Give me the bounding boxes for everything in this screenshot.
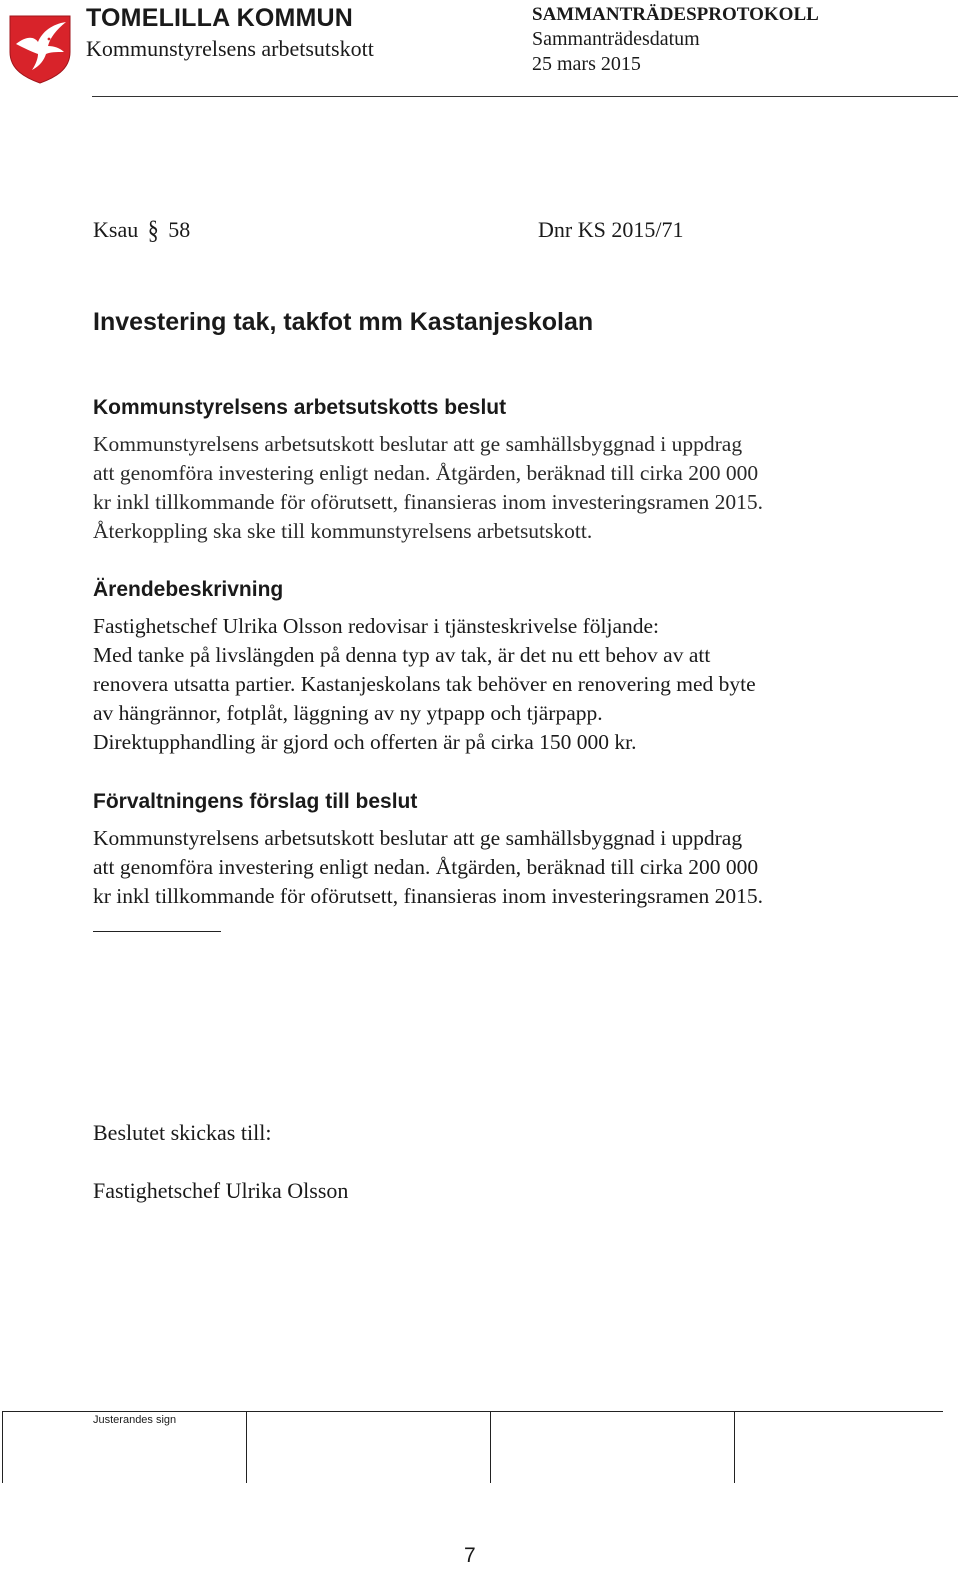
proposal-line: att genomföra investering enligt nedan. Åtgärden, beräknad till cirka 200 000: [93, 855, 759, 879]
signature-box-divider: [490, 1411, 491, 1483]
description-heading: Ärendebeskrivning: [93, 578, 284, 601]
committee-name: Kommunstyrelsens arbetsutskott: [86, 36, 374, 61]
municipality-logo: [8, 14, 72, 84]
decision-text: [93, 430, 883, 546]
diary-number: Dnr KS 2015/71: [538, 217, 684, 242]
organization-name: TOMELILLA KOMMUN: [86, 4, 354, 32]
signature-box-divider: [246, 1411, 247, 1483]
meeting-date: 25 mars 2015: [532, 53, 641, 75]
section-reference: [93, 214, 191, 245]
proposal-line: kr inkl tillkommande för oförutsett, finansieras inom investeringsramen 2015.: [93, 884, 763, 908]
signature-box-divider: [2, 1411, 3, 1483]
signature-box-divider: [734, 1411, 735, 1483]
proposal-line: Kommunstyrelsens arbetsutskott beslutar att ge samhällsbyggnad i uppdrag: [93, 826, 743, 850]
section-end-rule: [93, 931, 221, 932]
signature-boxes: [2, 1411, 943, 1483]
decision-line: att genomföra investering enligt nedan. Åtgärden, beräknad till cirka 200 000: [93, 461, 759, 485]
description-line: Fastighetschef Ulrika Olsson redovisar i tjänsteskrivelse följande:: [93, 614, 660, 638]
proposal-text: [93, 824, 883, 911]
document-type: SAMMANTRÄDESPROTOKOLL: [532, 4, 819, 25]
description-line: Direktupphandling är gjord och offerten är på cirka 150 000 kr.: [93, 730, 637, 754]
description-text: [93, 612, 883, 757]
description-line: av hängrännor, fotplåt, läggning av ny ytpapp och tjärpapp.: [93, 701, 603, 725]
coat-of-arms-icon: [8, 14, 72, 84]
signature-top-rule: [2, 1411, 943, 1412]
description-line: Med tanke på livslängden på denna typ av tak, är det nu ett behov av att: [93, 643, 711, 667]
section-number: 58: [168, 217, 191, 242]
header-divider: [92, 96, 958, 97]
description-line: renovera utsatta partier. Kastanjeskolans tak behöver en renovering med byte: [93, 672, 756, 696]
distribution-label: Beslutet skickas till:: [93, 1120, 272, 1145]
ksau-prefix: Ksau: [93, 217, 139, 242]
proposal-heading: Förvaltningens förslag till beslut: [93, 790, 418, 813]
document-title: Investering tak, takfot mm Kastanjeskolan: [93, 308, 594, 336]
decision-heading: Kommunstyrelsens arbetsutskotts beslut: [93, 396, 507, 419]
section-symbol: §: [147, 214, 159, 245]
decision-line: Kommunstyrelsens arbetsutskott beslutar att ge samhällsbyggnad i uppdrag: [93, 432, 743, 456]
distribution-recipient: Fastighetschef Ulrika Olsson: [93, 1178, 349, 1203]
signature-label: Justerandes sign: [93, 1414, 177, 1426]
meeting-date-label: Sammanträdesdatum: [532, 28, 700, 50]
decision-line: Återkoppling ska ske till kommunstyrelsens arbetsutskott.: [93, 519, 593, 543]
decision-line: kr inkl tillkommande för oförutsett, finansieras inom investeringsramen 2015.: [93, 490, 763, 514]
page-number: 7: [464, 1544, 476, 1567]
